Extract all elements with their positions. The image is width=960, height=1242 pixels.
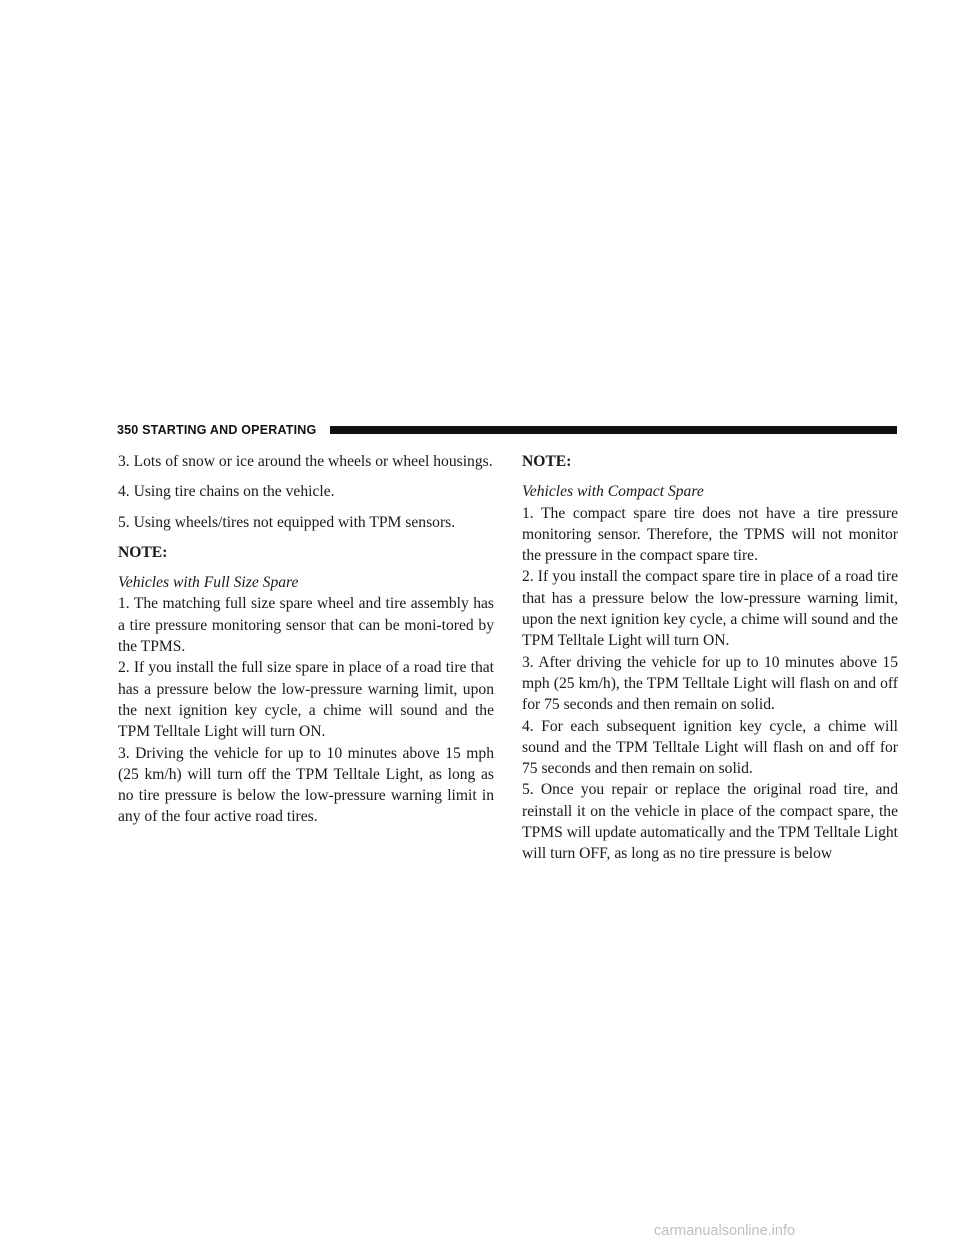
- header-rule: [330, 426, 897, 434]
- step-paragraph: 4. For each subsequent ignition key cycle, a chime will sound and the TPM Telltale Light will flash on and off for 75 seconds and then remain on solid.: [522, 717, 898, 778]
- list-item: 3. Lots of snow or ice around the wheels or wheel housings.: [118, 453, 493, 470]
- step-paragraph: 3. After driving the vehicle for up to 10 minutes above 15 mph (25 km/h), the TPM Telltale Light will flash on and off for 75 seconds and then remain on solid.: [522, 653, 898, 714]
- watermark: carmanualsonline.info: [654, 1223, 796, 1239]
- step-paragraph: 1. The matching full size spare wheel and tire assembly has a tire pressure monitoring sensor that can be moni-tored by the TPMS.: [118, 595, 494, 656]
- step-paragraph: 5. Once you repair or replace the original road tire, and reinstall it on the vehicle in place of the compact spare, the TPMS will update automatically and the TPM Telltale Light will turn OFF, as long as no tire pressure is below: [522, 781, 898, 863]
- subheading: Vehicles with Full Size Spare: [118, 574, 299, 592]
- step-paragraph: 3. Driving the vehicle for up to 10 minutes above 15 mph (25 km/h) will turn off the TPM Telltale Light, as long as no tire pressure is below the low-pressure warning limit in any of the four active road tires.: [118, 744, 494, 826]
- note-label: NOTE:: [522, 453, 572, 470]
- right-column: [522, 451, 898, 865]
- step-paragraph: 1. The compact spare tire does not have a tire pressure monitoring sensor. Therefore, the TPMS will not monitor the pressure in the compact spare tire.: [522, 504, 898, 565]
- list-item: 5. Using wheels/tires not equipped with TPM sensors.: [118, 513, 456, 531]
- page-header: [117, 422, 897, 438]
- note-label: NOTE:: [118, 543, 168, 561]
- page-header-title: 350 STARTING AND OPERATING: [117, 423, 317, 437]
- list-item: 4. Using tire chains on the vehicle.: [118, 483, 335, 501]
- subheading: Vehicles with Compact Spare: [522, 483, 704, 501]
- step-paragraph: 2. If you install the full size spare in place of a road tire that has a pressure below the low-pressure warning limit, upon the next ignition key cycle, a chime will sound and the TPM Telltale Light will turn ON.: [118, 659, 494, 741]
- step-paragraph: 2. If you install the compact spare tire in place of a road tire that has a pressure below the low-pressure warning limit, upon the next ignition key cycle, a chime will sound and the TPM Telltale Light will turn ON.: [522, 568, 898, 650]
- left-column: [118, 451, 494, 828]
